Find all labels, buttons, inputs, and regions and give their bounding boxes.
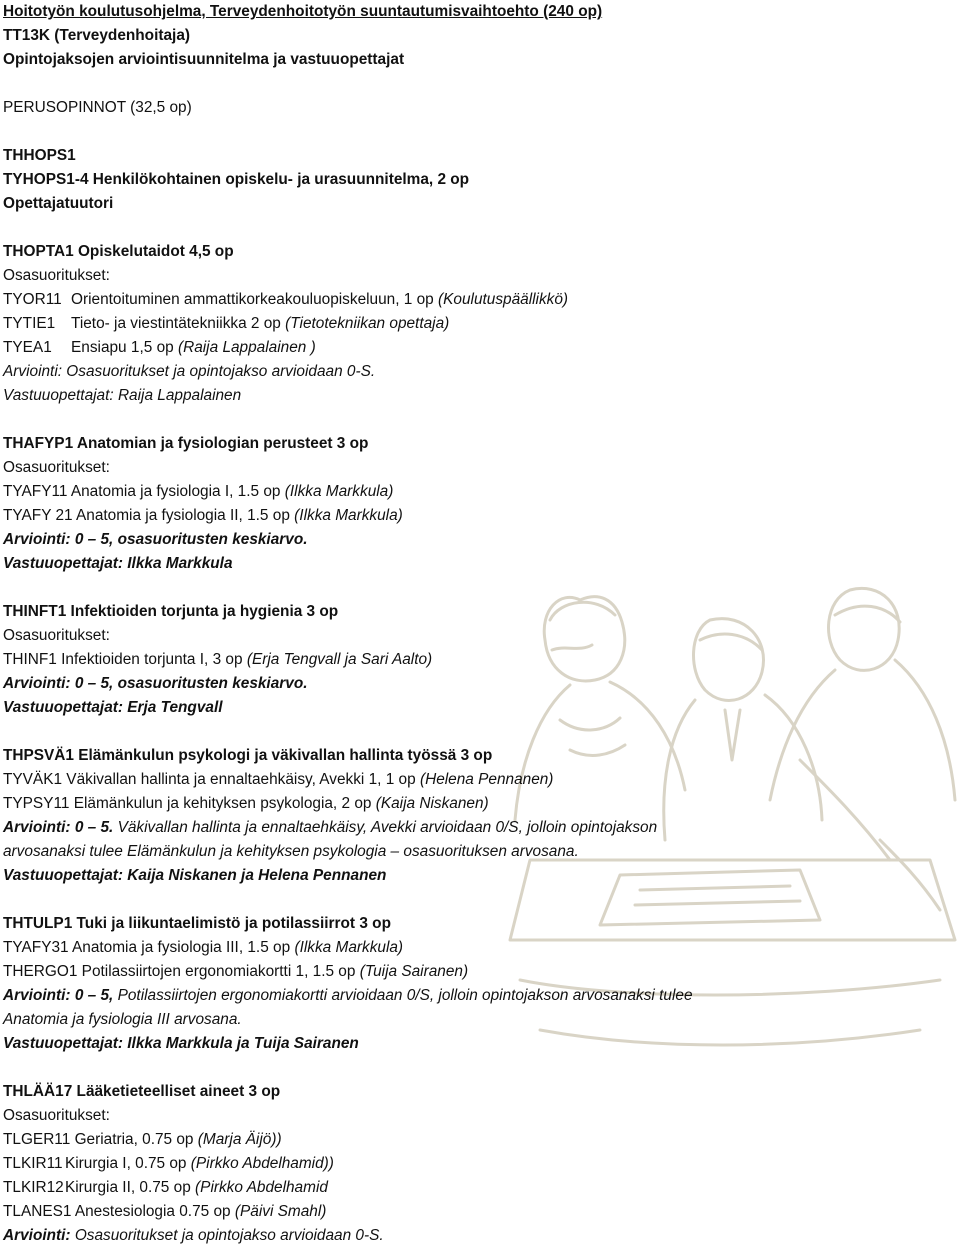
assessment-label: Arviointi:	[3, 1227, 71, 1244]
sub-person: (Koulutuspäällikkö)	[438, 291, 569, 308]
assessment-label: Arviointi: 0 – 5,	[3, 987, 114, 1004]
sub-person: (Ilkka Markkula)	[284, 483, 394, 500]
assessment: Arviointi: 0 – 5, osasuoritusten keskiarvo.	[3, 531, 308, 548]
course-title: THPSVÄ1 Elämänkulun psykologi ja väkivallan hallinta työssä 3 op	[3, 747, 493, 764]
sub-course	[3, 768, 953, 792]
sub-course	[3, 1200, 953, 1224]
sub-course	[3, 1152, 953, 1176]
subs-label: Osasuoritukset:	[3, 1107, 110, 1124]
sub-person: (Raija Lappalainen )	[177, 339, 316, 356]
assessment	[3, 1224, 953, 1248]
course-title: THTULP1 Tuki ja liikuntaelimistö ja potilassiirrot 3 op	[3, 915, 391, 932]
assessment-text: Potilassiirtojen ergonomiakortti arvioidaan 0/S, jolloin opintojakson arvosanaksi tulee	[113, 987, 693, 1004]
course-title: THOPTA1 Opiskelutaidot 4,5 op	[3, 243, 234, 260]
sub-person: (Ilkka Markkula)	[294, 939, 404, 956]
assessment-continued: Anatomia ja fysiologia III arvosana.	[3, 1011, 242, 1028]
assessment-text: Osasuoritukset ja opintojakso arvioidaan 0-S.	[70, 1227, 384, 1244]
sub-code: TLKIR12	[3, 1179, 64, 1196]
sub-person: (Pirkko Abdelhamid))	[190, 1155, 334, 1172]
sub-course	[3, 1176, 953, 1200]
sub-person: (Ilkka Markkula)	[294, 507, 403, 524]
assessment: Arviointi: 0 – 5, osasuoritusten keskiarvo.	[3, 675, 308, 692]
responsible-teachers: Vastuuopettajat: Ilkka Markkula	[3, 555, 233, 572]
sub-text: TYVÄK1 Väkivallan hallinta ja ennaltaehkäisy, Avekki 1, 1 op	[3, 771, 416, 788]
sub-text: TYAFY31 Anatomia ja fysiologia III, 1.5 op	[3, 939, 291, 956]
assessment-label: Arviointi: 0 – 5.	[3, 819, 114, 836]
sub-course	[3, 1128, 953, 1152]
sub-text: Kirurgia I, 0.75 op	[65, 1155, 187, 1172]
sub-person: (Helena Pennanen)	[419, 771, 554, 788]
sub-course	[3, 936, 953, 960]
subs-label: Osasuoritukset:	[3, 267, 110, 284]
sub-person: (Erja Tengvall ja Sari Aalto)	[246, 651, 433, 668]
assessment: Arviointi: Osasuoritukset ja opintojakso arvioidaan 0-S.	[3, 363, 376, 380]
sub-code: TYTIE1	[3, 315, 56, 332]
sub-text: TLGER11 Geriatria, 0.75 op	[3, 1131, 194, 1148]
sub-course	[3, 792, 953, 816]
sub-person: (Tuija Sairanen)	[359, 963, 469, 980]
document-title: Hoitotyön koulutusohjelma, Terveydenhoitotyön suuntautumisvaihtoehto (240 op)	[3, 3, 603, 20]
sub-person: (Kaija Niskanen)	[375, 795, 489, 812]
course-title: THAFYP1 Anatomian ja fysiologian perusteet 3 op	[3, 435, 369, 452]
sub-code: TYOR11	[3, 291, 62, 308]
sub-person: (Päivi Smahl)	[234, 1203, 327, 1220]
sub-code: TYEA1	[3, 339, 52, 356]
document-subtitle: Opintojaksojen arviointisuunnitelma ja vastuuopettajat	[3, 51, 405, 68]
sub-person: (Tietotekniikan opettaja)	[285, 315, 450, 332]
sub-text: Ensiapu 1,5 op	[71, 339, 174, 356]
subs-label: Osasuoritukset:	[3, 627, 110, 644]
assessment-continued: arvosanaksi tulee Elämänkulun ja kehityksen psykologia – osasuorituksen arvosana.	[3, 843, 579, 860]
sub-course	[3, 288, 953, 312]
sub-course	[3, 336, 953, 360]
course-code: THHOPS1	[3, 147, 76, 164]
assessment	[3, 984, 953, 1008]
sub-text: Orientoituminen ammattikorkeakouluopiskeluun, 1 op	[71, 291, 434, 308]
sub-text: Kirurgia II, 0.75 op	[65, 1179, 191, 1196]
sub-person: (Marja Äijö))	[197, 1131, 282, 1148]
sub-text: Tieto- ja viestintätekniikka 2 op	[71, 315, 281, 332]
section-heading: PERUSOPINNOT (32,5 op)	[3, 99, 192, 116]
sub-course	[3, 648, 953, 672]
responsible-teachers: Vastuuopettajat: Raija Lappalainen	[3, 387, 242, 404]
document-body	[3, 0, 953, 1248]
sub-text: THERGO1 Potilassiirtojen ergonomiakortti 1, 1.5 op	[3, 963, 356, 980]
assessment-text: Väkivallan hallinta ja ennaltaehkäisy, Avekki arvioidaan 0/S, jolloin opintojakson	[113, 819, 658, 836]
course-teacher: Opettajatuutori	[3, 195, 114, 212]
course-title: THINFT1 Infektioiden torjunta ja hygienia 3 op	[3, 603, 339, 620]
responsible-teachers: Vastuuopettajat: Erja Tengvall	[3, 699, 223, 716]
sub-course	[3, 504, 953, 528]
responsible-teachers: Vastuuopettajat: Ilkka Markkula ja Tuija Sairanen	[3, 1035, 359, 1052]
sub-course	[3, 480, 953, 504]
sub-text: TYPSY11 Elämänkulun ja kehityksen psykologia, 2 op	[3, 795, 372, 812]
course-line: TYHOPS1-4 Henkilökohtainen opiskelu- ja urasuunnitelma, 2 op	[3, 171, 470, 188]
responsible-teachers: Vastuuopettajat: Kaija Niskanen ja Helena Pennanen	[3, 867, 387, 884]
group-code: TT13K (Terveydenhoitaja)	[3, 27, 191, 44]
sub-text: TYAFY11 Anatomia ja fysiologia I, 1.5 op	[3, 483, 281, 500]
assessment	[3, 816, 953, 840]
sub-text: TLANES1 Anestesiologia 0.75 op	[3, 1203, 231, 1220]
sub-code: TLKIR11	[3, 1155, 63, 1172]
sub-text: THINF1 Infektioiden torjunta I, 3 op	[3, 651, 243, 668]
sub-course	[3, 960, 953, 984]
course-title: THLÄÄ17 Lääketieteelliset aineet 3 op	[3, 1083, 281, 1100]
subs-label: Osasuoritukset:	[3, 459, 110, 476]
sub-text: TYAFY 21 Anatomia ja fysiologia II, 1.5 op	[3, 507, 290, 524]
sub-person: (Pirkko Abdelhamid	[195, 1179, 328, 1196]
sub-course	[3, 312, 953, 336]
